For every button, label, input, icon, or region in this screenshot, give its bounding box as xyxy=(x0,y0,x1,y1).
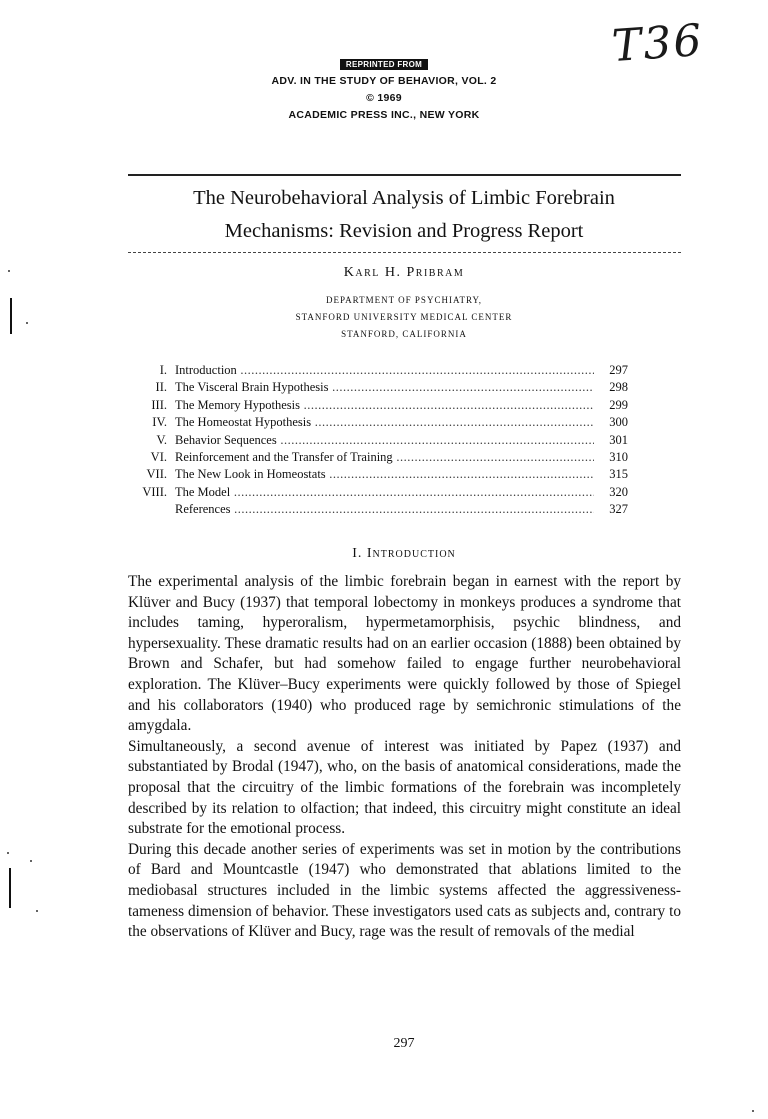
toc-entry xyxy=(128,379,628,396)
toc-entry-page: 310 xyxy=(609,449,628,464)
affiliation-department: DEPARTMENT OF PSYCHIATRY, xyxy=(325,295,483,305)
scan-margin-mark xyxy=(10,298,12,334)
toc-entry-title: The Memory Hypothesis ..... xyxy=(175,397,594,414)
toc-entry xyxy=(128,362,628,379)
scan-speck xyxy=(7,852,9,854)
toc-entry xyxy=(128,432,628,449)
scan-speck xyxy=(8,270,10,272)
handwritten-annotation: T36 xyxy=(610,14,706,73)
affiliation-institution: STANFORD UNIVERSITY MEDICAL CENTER xyxy=(295,312,513,322)
toc-entry-page: 301 xyxy=(609,432,628,447)
reprint-publisher-line: ACADEMIC PRESS INC., NEW YORK xyxy=(288,109,480,121)
toc-entry-number: VI. xyxy=(150,449,167,464)
toc-entry-page: 299 xyxy=(609,397,628,412)
reprint-stamp: REPRINTED FROM xyxy=(340,59,428,70)
article-title-line-1: The Neurobehavioral Analysis of Limbic Forebrain xyxy=(193,187,615,209)
toc-entry-page: 297 xyxy=(609,363,628,377)
toc-entry-page: 320 xyxy=(609,484,628,499)
toc-entry-title: The Homeostat Hypothesis ..... xyxy=(175,414,594,431)
toc-entry-page: 327 xyxy=(609,502,628,517)
scan-margin-mark xyxy=(9,868,11,908)
toc-entry xyxy=(128,397,628,414)
reprint-journal-line: ADV. IN THE STUDY OF BEHAVIOR, VOL. 2 xyxy=(271,75,497,87)
body-paragraph: The experimental analysis of the limbic forebrain began in earnest with the report by Klüver and Bucy (1937) that temporal lobectomy in monkeys produces a syndrome that includes taming, hyperoralism, hypermetamorphisis, psychic blindness, and hypersexuality. These dramatic results had on an earlier occasion (1888) been obtained by Brown and Schafer, but had somehow failed to engage further neurobehavioral exploration. The Klüver–Bucy experiments were quickly followed by those of Spiegel and his collaborators (1940) who produced rage by semichronic stimulations of the amygdala. xyxy=(128,573,681,735)
scan-speck xyxy=(30,860,32,862)
toc-entry-title: The New Look in Homeostats ..... xyxy=(175,466,594,483)
toc-entry-number: VIII. xyxy=(142,484,167,499)
toc-entry-number: II. xyxy=(155,380,167,395)
toc-entry-page: 300 xyxy=(609,415,628,430)
title-rule-top xyxy=(128,174,681,176)
toc-entry-number: IV. xyxy=(152,415,167,430)
reprint-copyright-line: © 1969 xyxy=(366,92,402,104)
toc-entry-number: III. xyxy=(151,397,167,412)
toc-entry xyxy=(128,414,628,431)
toc-entry xyxy=(128,501,628,518)
author-affiliation xyxy=(0,292,768,343)
body-paragraph: During this decade another series of experiments was set in motion by the contributions of Bard and Mountcastle (1947) who demonstrated that ablations limited to the mediobasal structures included in the limbic systems affected the aggressiveness-tameness dimension of behavior. These investigators used cats as subjects and, contrary to the observations of Klüver and Bucy, rage was the result of removals of the medial xyxy=(128,840,681,941)
affiliation-location: STANFORD, CALIFORNIA xyxy=(341,329,467,339)
scan-speck xyxy=(752,1110,754,1112)
toc-entry-title: Behavior Sequences ..... xyxy=(175,432,594,449)
toc-entry-title: The Model ..... xyxy=(175,484,594,501)
toc-entry-number: VII. xyxy=(146,467,167,482)
toc-entry-title: Introduction ..... xyxy=(175,362,594,379)
author-name: Karl H. Pribram xyxy=(343,265,465,280)
toc-entry xyxy=(128,466,628,483)
toc-entry-title: References ..... xyxy=(175,501,594,518)
article-title-line-2: Mechanisms: Revision and Progress Report xyxy=(224,220,584,242)
toc-entry-page: 298 xyxy=(609,380,628,395)
reprint-header xyxy=(0,56,768,124)
toc-entry-number: I. xyxy=(159,363,167,377)
toc-entry-page: 315 xyxy=(609,467,628,482)
toc-entry-title: The Visceral Brain Hypothesis ..... xyxy=(175,379,594,396)
article-title xyxy=(100,182,708,248)
scan-speck xyxy=(36,910,38,912)
page-number: 297 xyxy=(393,1036,415,1051)
title-rule-bottom xyxy=(128,252,681,253)
table-of-contents xyxy=(128,362,628,519)
toc-entry-number: V. xyxy=(156,432,167,447)
body-paragraph: Simultaneously, a second avenue of interest was initiated by Papez (1937) and substantiated by Brodal (1947), who, on the basis of anatomical considerations, made the proposal that the circuitry of the limbic formations of the forebrain was incompletely described by its relation to olfaction; that indeed, this circuitry might constitute an ideal substrate for the emotional process. xyxy=(128,737,681,838)
toc-entry xyxy=(128,449,628,466)
body-text xyxy=(128,572,681,943)
toc-entry-title: Reinforcement and the Transfer of Training ..... xyxy=(175,449,594,466)
toc-entry xyxy=(128,484,628,501)
scan-speck xyxy=(26,322,28,324)
section-heading: I. Introduction xyxy=(352,546,456,561)
